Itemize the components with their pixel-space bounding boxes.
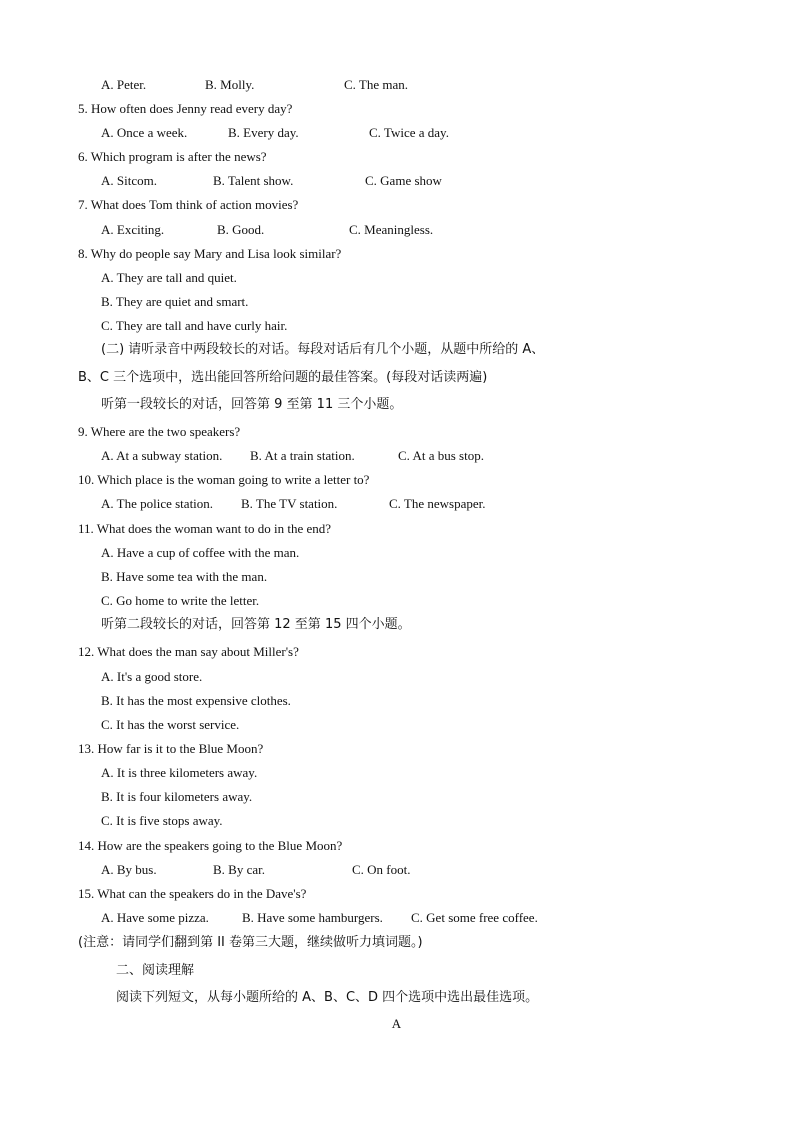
- q12-stem: 12. What does the man say about Miller's?: [78, 644, 299, 659]
- part2-instruction: 阅读下列短文，从每小题所给的 A、B、C、D 四个选项中选出最佳选项。: [116, 990, 539, 1005]
- q4-option-b: B. Molly.: [205, 77, 255, 92]
- q14-option-b: B. By car.: [213, 862, 265, 877]
- q5-option-c: C. Twice a day.: [369, 125, 449, 140]
- q11-stem: 11. What does the woman want to do in the end?: [78, 521, 332, 536]
- q5-option-a: A. Once a week.: [101, 125, 188, 140]
- note-text: (注意：请同学们翻到第 II 卷第三大题，继续做听力填词题。): [78, 935, 423, 950]
- q4-option-a: A. Peter.: [101, 77, 147, 92]
- q12-option-c: C. It has the worst service.: [101, 717, 240, 732]
- q14-stem: 14. How are the speakers going to the Blue Moon?: [78, 838, 343, 853]
- passage-label: A: [391, 1016, 402, 1031]
- q4-option-c: C. The man.: [344, 77, 409, 92]
- q6-stem: 6. Which program is after the news?: [78, 149, 267, 164]
- q8-option-b: B. They are quiet and smart.: [101, 294, 249, 309]
- q15-stem: 15. What can the speakers do in the Dave's?: [78, 886, 307, 901]
- part2-title: 二、阅读理解: [116, 963, 195, 978]
- q9-option-b: B. At a train station.: [250, 448, 355, 463]
- q9-stem: 9. Where are the two speakers?: [78, 424, 241, 439]
- q10-option-b: B. The TV station.: [241, 496, 338, 511]
- section2-instruction-line1: (二) 请听录音中两段较长的对话。每段对话后有几个小题，从题中所给的 A、: [101, 342, 545, 357]
- q10-option-a: A. The police station.: [101, 496, 214, 511]
- q9-option-a: A. At a subway station.: [101, 448, 223, 463]
- q12-option-a: A. It's a good store.: [101, 669, 203, 684]
- q10-option-c: C. The newspaper.: [389, 496, 486, 511]
- q11-option-c: C. Go home to write the letter.: [101, 593, 260, 608]
- q6-option-b: B. Talent show.: [213, 173, 294, 188]
- q14-option-c: C. On foot.: [352, 862, 411, 877]
- q15-option-b: B. Have some hamburgers.: [242, 910, 383, 925]
- q13-option-a: A. It is three kilometers away.: [101, 765, 258, 780]
- q15-option-a: A. Have some pizza.: [101, 910, 209, 925]
- q13-option-c: C. It is five stops away.: [101, 813, 223, 828]
- q15-option-c: C. Get some free coffee.: [411, 910, 538, 925]
- q6-option-c: C. Game show: [365, 173, 442, 188]
- q13-option-b: B. It is four kilometers away.: [101, 789, 253, 804]
- q12-option-b: B. It has the most expensive clothes.: [101, 693, 291, 708]
- q8-stem: 8. Why do people say Mary and Lisa look similar?: [78, 246, 342, 261]
- dialog1-instruction: 听第一段较长的对话，回答第 9 至第 11 三个小题。: [101, 397, 403, 412]
- q11-option-a: A. Have a cup of coffee with the man.: [101, 545, 300, 560]
- q13-stem: 13. How far is it to the Blue Moon?: [78, 741, 264, 756]
- q7-stem: 7. What does Tom think of action movies?: [78, 197, 299, 212]
- section2-instruction-line2: B、C 三个选项中，选出能回答所给问题的最佳答案。(每段对话读两遍): [78, 370, 488, 385]
- dialog2-instruction: 听第二段较长的对话，回答第 12 至第 15 四个小题。: [101, 617, 411, 632]
- q6-option-a: A. Sitcom.: [101, 173, 157, 188]
- q9-option-c: C. At a bus stop.: [398, 448, 484, 463]
- q5-stem: 5. How often does Jenny read every day?: [78, 101, 293, 116]
- q14-option-a: A. By bus.: [101, 862, 157, 877]
- q11-option-b: B. Have some tea with the man.: [101, 569, 268, 584]
- q7-option-c: C. Meaningless.: [349, 222, 434, 237]
- q8-option-a: A. They are tall and quiet.: [101, 270, 237, 285]
- q8-option-c: C. They are tall and have curly hair.: [101, 318, 288, 333]
- q7-option-b: B. Good.: [217, 222, 265, 237]
- q5-option-b: B. Every day.: [228, 125, 299, 140]
- q10-stem: 10. Which place is the woman going to write a letter to?: [78, 472, 370, 487]
- q7-option-a: A. Exciting.: [101, 222, 165, 237]
